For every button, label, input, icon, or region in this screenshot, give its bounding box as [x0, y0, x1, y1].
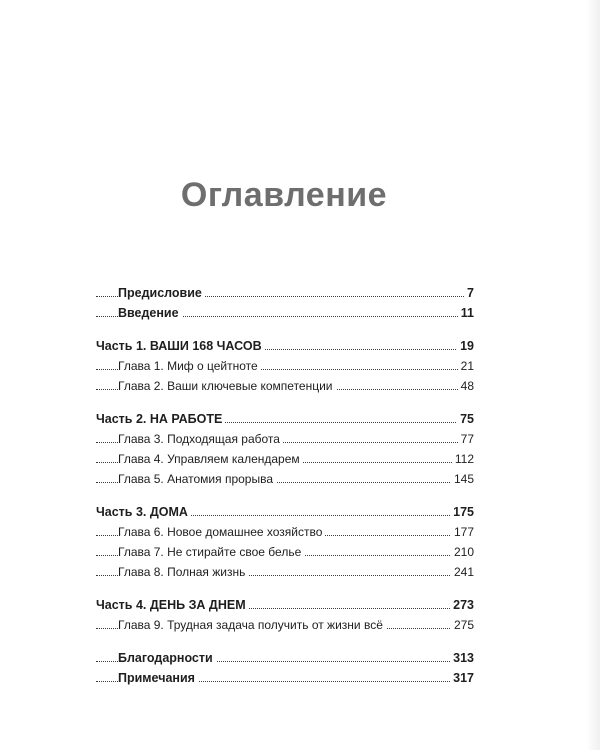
toc-chapter-3[interactable]: [96, 429, 474, 449]
toc-part-4[interactable]: [96, 595, 474, 615]
page-title: Оглавление: [180, 176, 388, 214]
toc-chapter-label: Глава 2. Ваши ключевые компетенции: [118, 379, 336, 393]
toc-part-1[interactable]: [96, 336, 474, 356]
toc-chapter-7[interactable]: [96, 542, 474, 562]
toc-entry-preface[interactable]: [96, 283, 474, 303]
toc-chapter-5[interactable]: [96, 469, 474, 489]
toc-chapter-label: Глава 6. Новое домашнее хозяйство: [118, 525, 325, 539]
toc-part-label: Часть 2. НА РАБОТЕ: [96, 412, 225, 426]
toc-chapter-label: Глава 5. Анатомия прорыва: [118, 472, 276, 486]
toc-chapter-2[interactable]: [96, 376, 474, 396]
toc-part-label: Часть 1. ВАШИ 168 ЧАСОВ: [96, 339, 265, 353]
toc-part-page: 19: [457, 336, 474, 356]
toc-chapter-page: 241: [451, 562, 474, 582]
toc-part-label: Часть 3. ДОМА: [96, 505, 191, 519]
toc-chapter-page: 210: [451, 542, 474, 562]
toc-entry-label: Введение: [118, 306, 182, 320]
toc-entry-notes[interactable]: [96, 668, 474, 688]
toc-chapter-page: 77: [458, 429, 474, 449]
toc-entry-label: Примечания: [118, 671, 198, 685]
toc-part-page: 75: [457, 409, 474, 429]
toc-chapter-label: Глава 3. Подходящая работа: [118, 432, 283, 446]
toc-part-label: Часть 4. ДЕНЬ ЗА ДНЕМ: [96, 598, 249, 612]
toc-chapter-page: 48: [458, 376, 474, 396]
toc-chapter-page: 112: [452, 449, 474, 469]
toc-chapter-page: 275: [451, 615, 474, 635]
toc-chapter-6[interactable]: [96, 522, 474, 542]
toc-entry-label: Предисловие: [118, 286, 205, 300]
toc-entry-acknowledgements[interactable]: [96, 648, 474, 668]
table-of-contents: [96, 283, 474, 688]
toc-chapter-label: Глава 9. Трудная задача получить от жизни всё: [118, 618, 386, 632]
toc-part-3[interactable]: [96, 502, 474, 522]
toc-chapter-9[interactable]: [96, 615, 474, 635]
toc-chapter-page: 177: [451, 522, 474, 542]
page-edge-shadow: [586, 0, 600, 750]
toc-chapter-page: 21: [458, 356, 474, 376]
toc-chapter-label: Глава 7. Не стирайте свое белье: [118, 545, 304, 559]
toc-chapter-label: Глава 4. Управляем календарем: [118, 452, 303, 466]
toc-part-page: 273: [450, 595, 474, 615]
toc-entry-introduction[interactable]: [96, 303, 474, 323]
toc-chapter-page: 145: [451, 469, 474, 489]
toc-entry-page: 11: [458, 303, 474, 323]
toc-chapter-8[interactable]: [96, 562, 474, 582]
toc-entry-page: 7: [464, 283, 474, 303]
toc-part-page: 175: [450, 502, 474, 522]
toc-entry-page: 317: [450, 668, 474, 688]
toc-chapter-1[interactable]: [96, 356, 474, 376]
toc-entry-label: Благодарности: [118, 651, 216, 665]
toc-entry-page: 313: [450, 648, 474, 668]
toc-part-2[interactable]: [96, 409, 474, 429]
toc-chapter-label: Глава 8. Полная жизнь: [118, 565, 248, 579]
toc-chapter-4[interactable]: [96, 449, 474, 469]
toc-chapter-label: Глава 1. Миф о цейтноте: [118, 359, 261, 373]
